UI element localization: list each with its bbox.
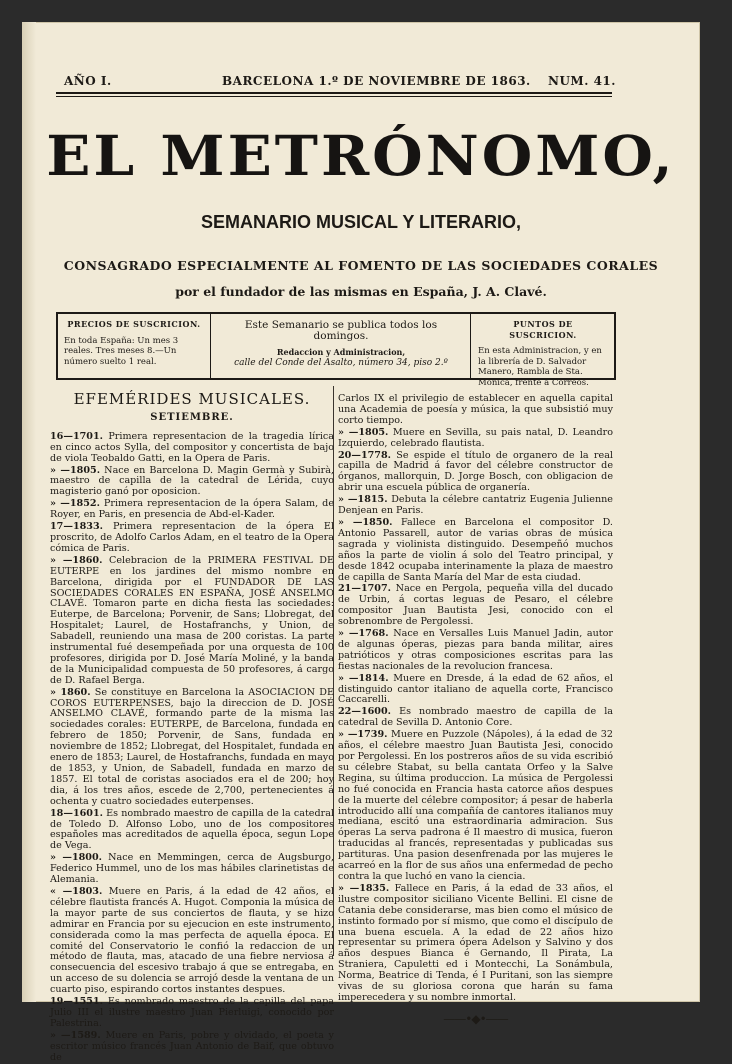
ephemeris-entry <box>50 997 334 1030</box>
entry-date: 17—1833. <box>50 521 103 533</box>
ephemeris-entry <box>50 688 334 808</box>
entry-text: Nace en Versalles Luis Manuel Jadin, autor de algunas óperas, piezas para banda militar, aires patrióticos y otras composiciones escritas para las fiestas nacionales de la revolucion francesa. <box>338 628 613 672</box>
entry-date: » —1850. <box>338 516 393 528</box>
publication-column <box>218 314 464 378</box>
entry-date: » —1739. <box>338 729 388 741</box>
ephemeris-entry <box>338 518 613 583</box>
entry-text: Muere en Dresde, á la edad de 62 años, el distinguido cantor italiano de aquella corte, Francisco Caccarelli. <box>338 672 613 706</box>
publication-schedule: Este Semanario se publica todos los domingos. <box>244 319 438 342</box>
entry-text: Nace en Barcelona D. Magin Germà y Subirà, maestro de capilla de la catedral de Lérida, cuyo magisterio ganó por oposicion. <box>50 464 334 498</box>
prices-heading: PRECIOS DE SUSCRICION. <box>67 319 201 329</box>
ephemeris-entry <box>338 495 613 517</box>
entry-date: » 1860. <box>50 686 91 698</box>
entry-text: Fallece en Paris, á la edad de 33 años, el ilustre compositor siciliano Vicente Bellini. El cisne de Catania debe considerarse, mas bien como el músico de instinto formado por sí mismo, que como el discípulo de una buena escuela. A la edad de 22 años hizo representar su primera ópera Adelson y Salvino y dos años despues Bianca é Gernando, Il Pirata, La Straniera, Capuletti ed i Montecchi, La Sonámbula, Norma, Beatrice di Tenda, é I Puritani, son las siempre vivas de su gloriosa corona que harán su fama imperecedera y su nombre inmortal. <box>338 882 613 1003</box>
entry-text: Primera representacion de la tragedia lírica en cinco actos Sylla, del compositor y concertista de bajo de viola Teobaldo Gatti, en la Opera de Paris. <box>50 430 334 464</box>
entry-date: » —1860. <box>50 554 103 566</box>
newspaper-title: EL METRÓNOMO, <box>46 123 676 189</box>
entry-date: » —1805. <box>338 426 389 438</box>
office-heading: Redaccion y Administracion, <box>276 347 406 357</box>
ephemeris-entry <box>338 584 613 628</box>
ephemeris-entry <box>338 451 613 495</box>
entry-date: » —1589. <box>50 1029 101 1041</box>
entry-text: Es nombrado maestro de la capilla del papa Julio III el ilustre maestro Juan Pierluigi, conocido por Palestrina. <box>50 996 334 1029</box>
ephemeris-entry <box>50 887 334 996</box>
entry-date: 22—1600. <box>338 706 391 718</box>
newspaper-subtitle: SEMANARIO MUSICAL Y LITERARIO, <box>200 212 522 232</box>
ephemeris-entry <box>50 853 334 886</box>
ephemeris-entry <box>338 629 613 673</box>
entry-date: » —1800. <box>50 852 102 864</box>
entry-date: « —1803. <box>50 885 103 897</box>
ephemeris-entry <box>338 730 613 883</box>
entry-date: » —1815. <box>338 494 388 506</box>
issue-year: AÑO I. <box>64 74 112 88</box>
entry-date: 19—1551. <box>50 996 103 1008</box>
ephemeris-entry <box>338 884 613 1004</box>
left-entries <box>50 432 334 1064</box>
entry-text: Muere en Puzzole (Nápoles), á la edad de 32 años, el célebre maestro Juan Bautista Jesi, conocido por Pergolessi. En los postreros años de su vida escribió su célebre Stabat, su bella cantata Orfeo y la Salve Regina, su última produccion. La música de Pergolessi no fué conocida en Francia hasta catorce años despues de la muerte del célebre compositor; á pesar de haberla introducido allí una compañía de cantores italianos muy mediana, escitó una estraordinaria admiracion. Sus óperas La serva padrona é Il maestro di musica, fueron traducidas al francés, representadas y publicadas sus partituras. Una pasion desenfrenada por las mujeres le acarreó en la flor de sus años una enfermedad de pecho contra la que luchó en vano la ciencia. <box>338 729 613 882</box>
ephemeris-entry <box>50 556 334 687</box>
entry-date: 21—1707. <box>338 583 391 595</box>
article-month: SETIEMBRE. <box>150 411 234 423</box>
header-rule <box>56 92 612 94</box>
ephemeris-entry <box>50 466 334 499</box>
entry-text: Muere en Paris, á la edad de 42 años, el célebre flautista francés A. Hugot. Componia la música de la mayor parte de sus conciertos de flauta, y se hizo admirar en Francia por su ejecucion en este instrumento, considerada como la mas perfecta de aquella época. El comité del Conservatorio le confió la redaccion de un método de flauta, mas, atacado de una fiebre nerviosa á consecuencia del escesivo trabajo á que se entregaba, en un acceso de su dolencia se arrojó desde la ventana de un cuarto piso, espirando cortos instantes despues. <box>50 885 334 996</box>
entry-text: Se espide el título de organero de la real capilla de Madrid á favor del célebre constructor de órganos, mallorquin, D. Jorge Bosch, con obligacion de abrir una escuela pública de organería. <box>338 449 613 494</box>
entry-date: » —1852. <box>50 498 100 510</box>
entry-text: Nace en Pergola, pequeña villa del ducado de Urbin, á cortas leguas de Pesaro, el célebre compositor Juan Bautista Jesi, conocido con el sobrenombre de Pergolessi. <box>338 583 613 628</box>
ephemeris-entry <box>50 499 334 521</box>
ephemeris-entry <box>50 809 334 853</box>
newspaper-page <box>22 22 700 1063</box>
ephemeris-entry <box>50 1031 334 1064</box>
newspaper-tagline: CONSAGRADO ESPECIALMENTE AL FOMENTO DE LAS SOCIEDADES CORALES <box>63 258 659 273</box>
entry-text: Muere en Paris, pobre y olvidado, el poeta y escritor músico francés Juan Antonio de Baif, que obtuvo de <box>50 1029 334 1063</box>
issue-dateline: BARCELONA 1.º DE NOVIEMBRE DE 1863. <box>222 74 531 88</box>
entry-date: 16—1701. <box>50 430 103 442</box>
entry-text: Se constituye en Barcelona la ASOCIACION DE COROS EUTERPENSES, bajo la direccion de D. JOSÉ ANSELMO CLAVÉ, formando parte de la misma las sociedades corales: EUTERPE, de Barcelona, fundada en febrero de 1850; Porvenir, de Sans, fundada en noviembre de 1852; Llobregat, del Hospitalet, fundada en enero de 1853; Laurel, de Hostafranchs, fundada en mayo de 1853, y Union, de Sabadell, fundada en marzo de 1857. El total de coristas asociados era el de 200; hoy dia, á los tres años, escede de 2,700, pertenecientes á ochenta y cuatro sociedades euterpenses. <box>50 686 334 807</box>
end-ornament: ——•◆•—— <box>443 1011 508 1026</box>
office-address: calle del Conde del Asalto, número 34, piso 2.º <box>234 357 448 368</box>
newspaper-founder: por el fundador de las mismas en España, J. A. Clavé. <box>175 284 547 299</box>
entry-text: Fallece en Barcelona el compositor D. Antonio Passarell, autor de varias obras de música sagrada y violinista distinguido. Desempeñó muchos años la parte de violin á solo del Teatro principal, y desde 1842 ocupaba interinamente la plaza de maestro de capilla de Santa María del Mar de esta ciudad. <box>338 516 613 583</box>
article-title: EFEMÉRIDES MUSICALES. <box>73 390 311 408</box>
entry-text: Primera representacion de la ópera Salam, de Royer, en Paris, en presencia de Abd-el-Kader. <box>50 498 334 521</box>
entry-date: » —1814. <box>338 672 389 684</box>
entry-date: » —1805. <box>50 464 101 476</box>
entry-date: » —1835. <box>338 882 390 894</box>
points-heading: PUNTOS DE SUSCRICION. <box>509 319 577 340</box>
entry-date: 20—1778. <box>338 449 391 461</box>
entry-date: » —1768. <box>338 628 389 640</box>
entry-text: Nace en Memmingen, cerca de Augsburgo, Federico Hummel, uno de los mas hábiles clarinetistas de Alemania. <box>50 852 334 886</box>
prices-column <box>64 314 204 378</box>
points-text: En esta Administracion, y en la librería de D. Salvador Manero, Rambla de Sta. Mónica, frente á Correos. <box>478 346 602 388</box>
ephemeris-entry <box>338 707 613 729</box>
entry-date: 18—1601. <box>50 807 103 819</box>
entry-text: Debuta la célebre cantatriz Eugenia Julienne Denjean en Paris. <box>338 494 613 517</box>
ephemeris-entry <box>50 432 334 465</box>
entry-text: Es nombrado maestro de capilla de la catedral de Sevilla D. Antonio Core. <box>338 706 613 729</box>
prices-text: En toda España: Un mes 3 reales. Tres meses 8.—Un número suelto 1 real. <box>64 335 179 367</box>
info-box <box>56 312 616 388</box>
ephemeris-entry <box>50 522 334 555</box>
info-box-divider-left <box>210 314 211 378</box>
entry-text: Es nombrado maestro de capilla de la catedral de Toledo D. Alfonso Lobo, uno de los compositores españoles mas acreditados de aquella época, segun Lope de Vega. <box>50 807 334 852</box>
header-rule-thin <box>56 96 612 97</box>
ephemeris-entry <box>338 674 613 707</box>
right-column <box>338 394 613 1025</box>
issue-number: NUM. 41. <box>548 74 616 88</box>
entry-text: Primera representacion de la ópera El proscrito, de Adolfo Carlos Adam, en el teatro de la Opera cómica de Paris. <box>50 521 334 554</box>
entry-text: Muere en Sevilla, su pais natal, D. Leandro Izquierdo, celebrado flautista. <box>338 426 613 449</box>
left-column <box>50 390 334 1064</box>
info-box-divider-right <box>470 314 471 378</box>
points-column <box>478 314 608 388</box>
entry-text: Celebracion de la PRIMERA FESTIVAL DE EUTERPE en los jardines del mismo nombre en Barcelona, dirigida por el FUNDADOR DE LAS SOCIEDADES CORALES EN ESPAÑA, JOSÉ ANSELMO CLAVÉ. Tomaron parte en dicha fiesta las sociedades: Euterpe, de Barcelona; Porvenir, de Sans; Llobregat, del Hospitalet; Laurel, de Hostafranchs, y Union, de Sabadell, reuniendo una masa de 200 coristas. La parte instrumental fué desempeñada por una orquesta de 100 profesores, dirigida por D. José María Moliné, y la banda de la Municipalidad compuesta de 50 profesores, á cargo de D. Rafael Berga. <box>50 554 334 686</box>
right-entries <box>338 428 613 1004</box>
continuation-text: Carlos IX el privilegio de establecer en aquella capital una Academia de poesía y música, la que subsistió muy corto tiempo. <box>338 393 613 426</box>
ephemeris-entry <box>338 428 613 450</box>
